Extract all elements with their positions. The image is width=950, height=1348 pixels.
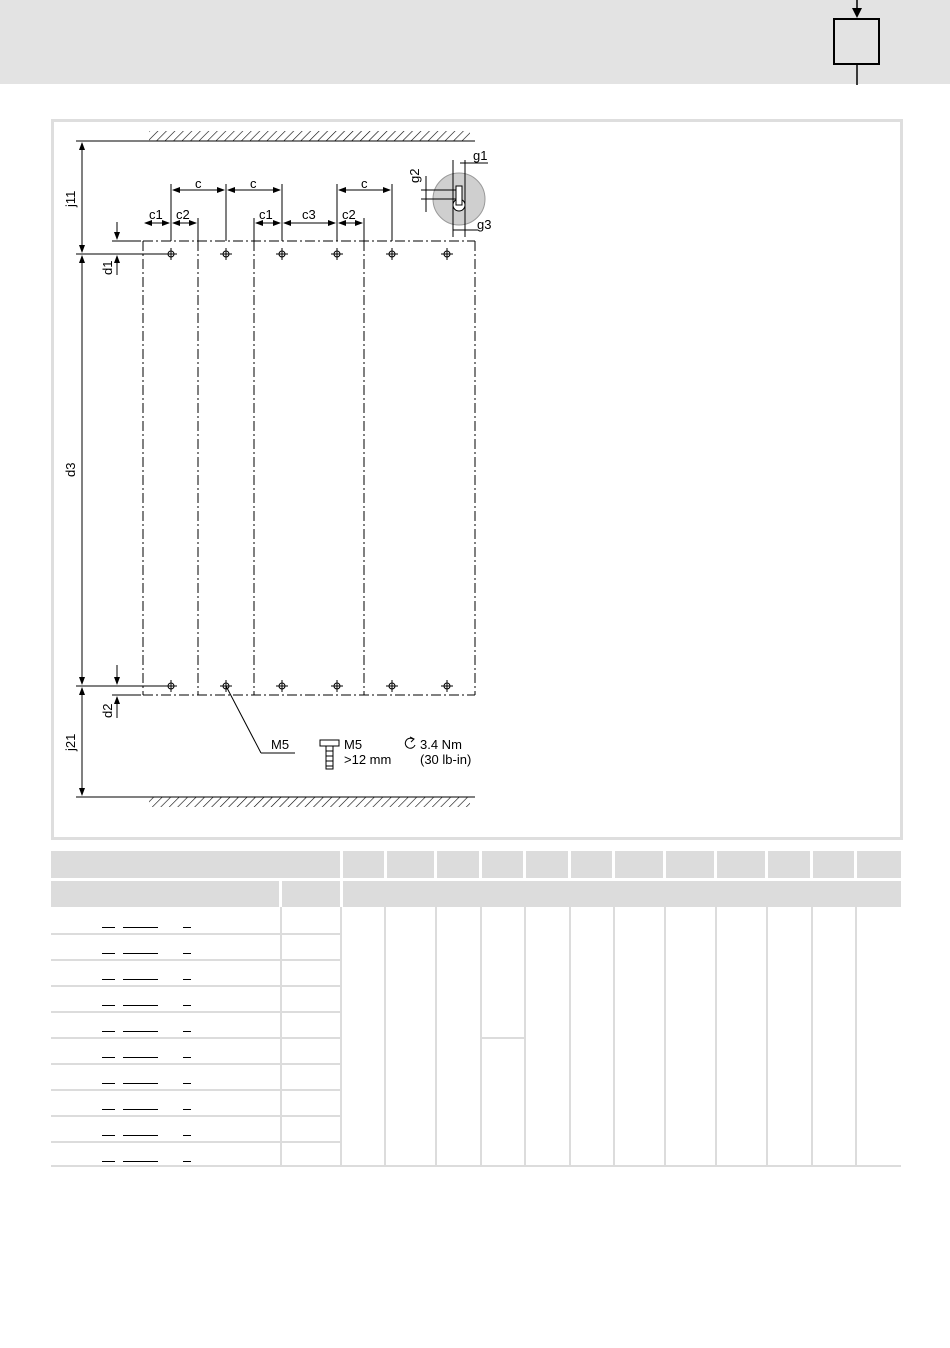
table-subheader-cell	[282, 881, 340, 907]
label-d1: d1	[100, 260, 115, 275]
mounting-drawing-frame	[51, 119, 903, 840]
table-header-cell	[813, 851, 854, 878]
label-c1: c1	[259, 207, 273, 222]
mounting-hole	[386, 248, 398, 260]
label-c: c	[195, 176, 202, 191]
screw-callout-label: M5	[271, 737, 290, 752]
torque-imperial: (30 lb-in)	[420, 752, 472, 767]
table-header-cell	[615, 851, 663, 878]
mounting-hole	[220, 248, 232, 260]
label-c2: c2	[342, 207, 356, 222]
screw-length-spec: >12 mm	[344, 752, 392, 767]
mounting-holes	[165, 248, 453, 692]
mounting-hole	[331, 248, 343, 260]
table-subheader-cell	[51, 881, 279, 907]
table-subheader-cell	[343, 881, 901, 907]
torque-icon	[405, 737, 415, 748]
table-header-cell	[571, 851, 612, 878]
table-header-cell	[717, 851, 765, 878]
bottom-wall-hatching	[141, 797, 475, 807]
module-outlines	[143, 241, 475, 695]
label-j21: j21	[63, 733, 78, 751]
vertical-dimensions	[76, 141, 168, 797]
mounting-hole	[276, 248, 288, 260]
table-header-cell	[857, 851, 901, 878]
table-header-cell	[666, 851, 714, 878]
mounting-hole	[276, 680, 288, 692]
label-d2: d2	[100, 703, 115, 718]
mounting-hole	[331, 680, 343, 692]
table-header-cell	[343, 851, 384, 878]
label-j11: j11	[63, 190, 78, 207]
mounting-hole	[441, 248, 453, 260]
mounting-hole	[386, 680, 398, 692]
table-header-cell	[437, 851, 479, 878]
mounting-dimension-drawing	[54, 122, 900, 837]
label-d3: d3	[63, 462, 78, 477]
mounting-hole	[441, 680, 453, 692]
dimensions-table	[51, 851, 901, 1168]
label-c2: c2	[176, 207, 190, 222]
table-header-cell	[387, 851, 434, 878]
screw-thread-spec: M5	[344, 737, 363, 752]
label-c: c	[361, 176, 368, 191]
label-g2: g2	[407, 168, 422, 183]
label-c1: c1	[149, 207, 163, 222]
chapter-marker-icon	[0, 0, 950, 90]
label-g3: g3	[477, 217, 492, 232]
torque-metric: 3.4 Nm	[420, 737, 462, 752]
top-wall-hatching	[141, 131, 475, 141]
label-c3: c3	[302, 207, 316, 222]
table-header-cell	[768, 851, 810, 878]
label-g1: g1	[473, 148, 488, 163]
label-c: c	[250, 176, 257, 191]
screw-icon	[320, 740, 339, 769]
table-header-cell	[51, 851, 340, 878]
table-header-cell	[526, 851, 568, 878]
keyhole-detail	[407, 148, 491, 237]
table-header-cell	[482, 851, 523, 878]
